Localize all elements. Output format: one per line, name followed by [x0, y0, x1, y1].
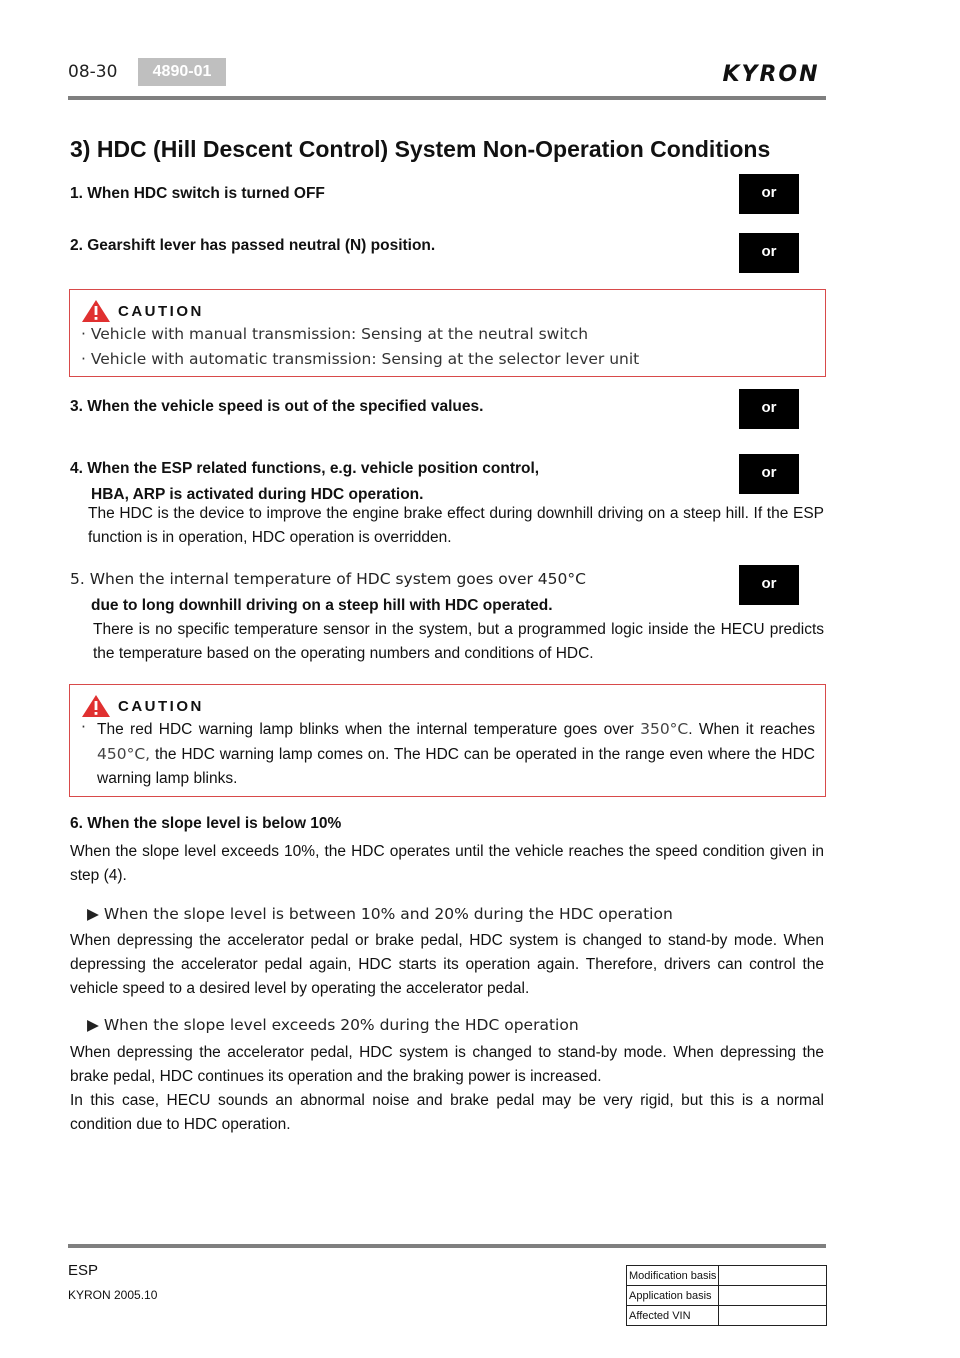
subsection-2-body-2: In this case, HECU sounds an abnormal noise and brake pedal may be very rigid, but this is a normal condition due to HDC operation. — [70, 1092, 824, 1133]
section-title: 3) HDC (Hill Descent Control) System Non-Operation Conditions — [70, 136, 771, 162]
condition-5-cont: due to long downhill driving on a steep hill with HDC operated. — [91, 597, 553, 614]
page-number: 08-30 — [68, 62, 118, 82]
caution-text-a: The red HDC warning lamp blinks when the internal temperature goes over — [97, 721, 634, 738]
subsection-1-heading — [87, 905, 673, 923]
bottom-divider — [68, 1244, 826, 1248]
affected-vin-value — [719, 1306, 827, 1326]
condition-3: 3. When the vehicle speed is out of the specified values. — [70, 398, 484, 415]
table-row — [627, 1286, 827, 1306]
table-row — [627, 1266, 827, 1286]
condition-1: 1. When HDC switch is turned OFF — [70, 185, 325, 202]
modification-basis-value — [719, 1266, 827, 1286]
condition-4-description: The HDC is the device to improve the engine brake effect during downhill driving on a steep hill. If the ESP function is in operation, HDC operation is overridden. — [88, 505, 824, 546]
table-row — [627, 1306, 827, 1326]
triangle-right-icon: ▶ — [87, 905, 99, 923]
triangle-right-icon: ▶ — [87, 1016, 99, 1034]
kyron-logo — [712, 60, 830, 88]
condition-2: 2. Gearshift lever has passed neutral (N) position. — [70, 237, 436, 254]
caution-box-1 — [69, 289, 826, 377]
logo-text: KYRON — [722, 62, 820, 87]
condition-6: 6. When the slope level is below 10% — [70, 815, 342, 832]
condition-6-description: When the slope level exceeds 10%, the HDC operates until the vehicle reaches the speed condition given in step (4). — [70, 843, 824, 884]
caution-text: The red HDC warning lamp blinks when the internal temperature goes over 350°C. When it reaches 450°C, the HDC warning lamp comes on. The HDC can be operated in the range even where the HDC warning lamp blinks. — [97, 720, 815, 787]
warning-triangle-icon — [81, 299, 111, 323]
condition-4-cont: HBA, ARP is activated during HDC operation. — [91, 486, 424, 503]
or-button-2[interactable]: or — [739, 233, 799, 273]
subsection-2-heading-text: When the slope level exceeds 20% during the HDC operation — [103, 1016, 579, 1034]
condition-5-description: There is no specific temperature sensor in the system, but a programmed logic inside the HECU predicts the temperature based on the operating numbers and conditions of HDC. — [93, 621, 824, 662]
condition-4: 4. When the ESP related functions, e.g. vehicle position control, — [70, 460, 540, 477]
temp-450: 450°C, — [97, 745, 151, 763]
application-basis-value — [719, 1286, 827, 1306]
application-basis-label: Application basis — [627, 1286, 719, 1306]
caution-bullet: · — [81, 718, 86, 736]
warning-triangle-icon — [81, 694, 111, 718]
or-button-3[interactable]: or — [739, 389, 799, 429]
subsection-1-heading-text: When the slope level is between 10% and 20% during the HDC operation — [103, 905, 673, 923]
caution-text-c: the HDC warning lamp comes on. The HDC can be operated in the range even where the HDC warning lamp blinks. — [97, 746, 815, 787]
or-button-4[interactable]: or — [739, 454, 799, 494]
modification-basis-label: Modification basis — [627, 1266, 719, 1286]
top-divider — [68, 96, 826, 100]
caution-box-2 — [69, 684, 826, 797]
footer-section-name: ESP — [68, 1262, 99, 1279]
revision-table — [626, 1265, 827, 1326]
caution-text-b: When it reaches — [698, 721, 815, 738]
subsection-1-body: When depressing the accelerator pedal or brake pedal, HDC system is changed to stand-by mode. When depressing the accelerator pedal again, HDC starts its operation again. Therefore, drivers can control the vehicle speed to a desired level by operating the accelerator pedal. — [70, 932, 824, 997]
subsection-2-body-1: When depressing the accelerator pedal, HDC system is changed to stand-by mode. When depressing the brake pedal, HDC continues its operation and the braking power is increased. — [70, 1044, 824, 1085]
caution-title: CAUTION — [118, 303, 204, 320]
condition-5: 5. When the internal temperature of HDC system goes over 450°C — [70, 570, 586, 588]
section-code-badge: 4890-01 — [138, 58, 226, 86]
or-button-5[interactable]: or — [739, 565, 799, 605]
subsection-2-heading — [87, 1016, 579, 1034]
affected-vin-label: Affected VIN — [627, 1306, 719, 1326]
caution-line-1: · Vehicle with manual transmission: Sensing at the neutral switch — [81, 325, 589, 343]
caution-line-2: · Vehicle with automatic transmission: Sensing at the selector lever unit — [81, 350, 640, 368]
footer-model-date: KYRON 2005.10 — [68, 1288, 158, 1302]
caution-title: CAUTION — [118, 698, 204, 715]
or-button-1[interactable]: or — [739, 174, 799, 214]
temp-350: 350°C — [640, 720, 689, 738]
